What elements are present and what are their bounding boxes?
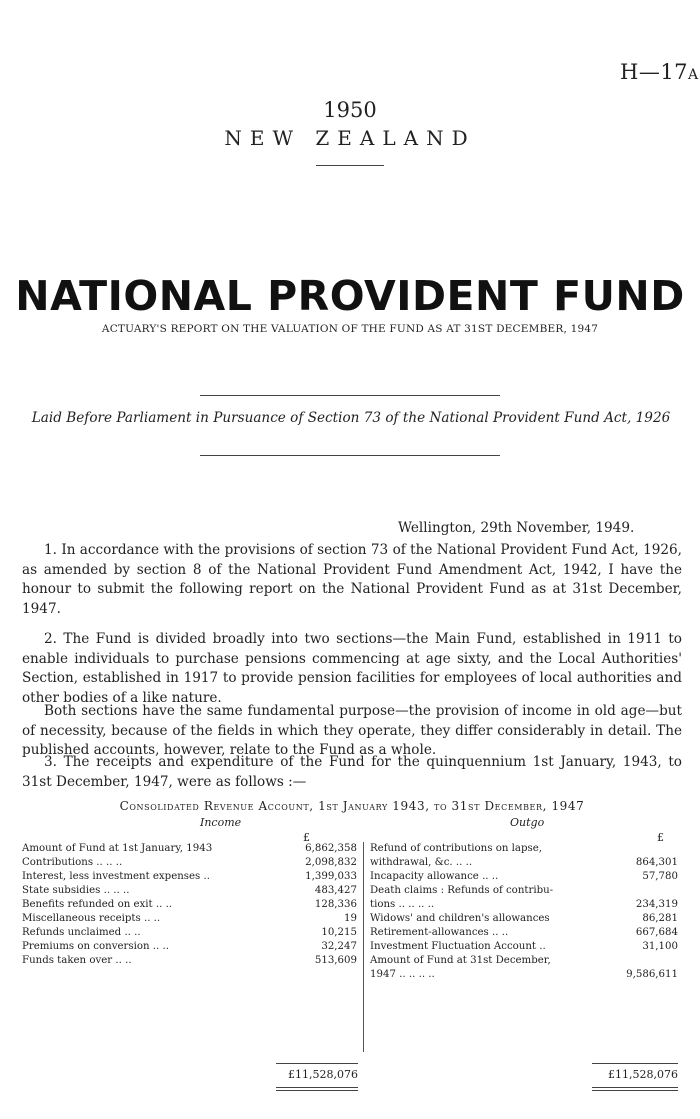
- paragraph: [22, 753, 682, 792]
- row-value: 513,609: [314, 955, 357, 966]
- paragraph: [22, 702, 682, 761]
- row-value: 9,586,611: [626, 969, 678, 980]
- outgo-total: £11,528,076: [608, 1068, 678, 1081]
- row-label: Contributions .. .. ..: [22, 857, 123, 868]
- row-label: withdrawal, &c. .. ..: [370, 857, 473, 868]
- row-value: 10,215: [321, 927, 357, 938]
- row-label: Investment Fluctuation Account ..: [370, 941, 546, 952]
- row-label: Retirement-allowances .. ..: [370, 927, 509, 938]
- row-label: Widows' and children's allowances: [370, 913, 550, 924]
- row-label: State subsidies .. .. ..: [22, 885, 130, 896]
- row-value: 864,301: [635, 857, 678, 868]
- row-label: Amount of Fund at 1st January, 1943: [22, 843, 213, 854]
- row-value: 86,281: [642, 913, 678, 924]
- outgo-heading: Outgo: [510, 816, 545, 829]
- row-label: Interest, less investment expenses ..: [22, 871, 210, 882]
- row-value: 128,336: [314, 899, 357, 910]
- document-code: [620, 60, 699, 84]
- row-value: 1,399,033: [305, 871, 357, 882]
- double-rule: [592, 1087, 678, 1088]
- year: 1950: [323, 98, 377, 122]
- document-code-suffix: A: [688, 67, 699, 83]
- row-value: 667,684: [635, 927, 678, 938]
- divider: [200, 455, 500, 456]
- income-currency-symbol: £: [303, 831, 310, 844]
- double-rule: [592, 1090, 678, 1091]
- double-rule: [276, 1090, 358, 1091]
- row-value: 31,100: [642, 941, 678, 952]
- row-label: Death claims : Refunds of contribu-: [370, 885, 554, 896]
- total-rule: [276, 1063, 358, 1064]
- income-heading: Income: [200, 816, 242, 829]
- row-label: Amount of Fund at 31st December,: [370, 955, 551, 966]
- row-value: 483,427: [314, 885, 357, 896]
- row-label: Premiums on conversion .. ..: [22, 941, 169, 952]
- row-label: Refunds unclaimed .. ..: [22, 927, 141, 938]
- document-code-main: H—17: [620, 60, 689, 84]
- laid-before-statement: Laid Before Parliament in Pursuance of Section 73 of the National Provident Fund Act, 1926: [31, 410, 671, 426]
- row-label: Refund of contributions on lapse,: [370, 843, 542, 854]
- divider: [316, 165, 384, 166]
- paragraph: [22, 541, 682, 619]
- row-value: 6,862,358: [305, 843, 357, 854]
- document-subtitle: ACTUARY'S REPORT ON THE VALUATION OF THE FUND AS AT 31ST DECEMBER, 1947: [101, 323, 599, 335]
- row-value: 32,247: [321, 941, 357, 952]
- paragraph-text: 3. The receipts and expenditure of the Fund for the quinquennium 1st January, 1943, to 31st December, 1947, were as follows :—: [22, 754, 682, 790]
- row-value: 234,319: [635, 899, 678, 910]
- row-label: 1947 .. .. .. ..: [370, 969, 435, 980]
- outgo-currency-symbol: £: [657, 831, 664, 844]
- row-value: 2,098,832: [305, 857, 357, 868]
- row-value: 19: [344, 913, 357, 924]
- row-label: Incapacity allowance .. ..: [370, 871, 499, 882]
- column-separator: [363, 842, 364, 1052]
- country: NEW ZEALAND: [224, 126, 476, 150]
- row-label: Benefits refunded on exit .. ..: [22, 899, 173, 910]
- row-label: Miscellaneous receipts .. ..: [22, 913, 161, 924]
- divider: [200, 395, 500, 396]
- total-rule: [592, 1063, 678, 1064]
- paragraph-text: 1. In accordance with the provisions of section 73 of the National Provident Fund Act, 1926, as amended by section 8 of the National Provident Fund Amendment Act, 1942, I have the honour to submit the following report on the National Provident Fund as at 31st December, 1947.: [22, 542, 682, 617]
- row-label: tions .. .. .. ..: [370, 899, 435, 910]
- dateline: Wellington, 29th November, 1949.: [398, 520, 635, 536]
- paragraph: [22, 630, 682, 708]
- row-label: Funds taken over .. ..: [22, 955, 132, 966]
- paragraph-text: Both sections have the same fundamental purpose—the provision of income in old age—but of necessity, because of the fields in which they operate, they differ considerably in detail. The published accounts, however, relate to the Fund as a whole.: [22, 703, 682, 758]
- account-title: Consolidated Revenue Account, 1st January 1943, to 31st December, 1947: [119, 799, 585, 813]
- double-rule: [276, 1087, 358, 1088]
- document-title: NATIONAL PROVIDENT FUND: [15, 272, 685, 320]
- paragraph-text: 2. The Fund is divided broadly into two sections—the Main Fund, established in 1911 to enable individuals to purchase pensions commencing at age sixty, and the Local Authorities' Section, established in 1917 to provide pension facilities for employees of local authorities and other bodies of a like nature.: [22, 631, 682, 706]
- row-value: 57,780: [642, 871, 678, 882]
- income-total: £11,528,076: [288, 1068, 358, 1081]
